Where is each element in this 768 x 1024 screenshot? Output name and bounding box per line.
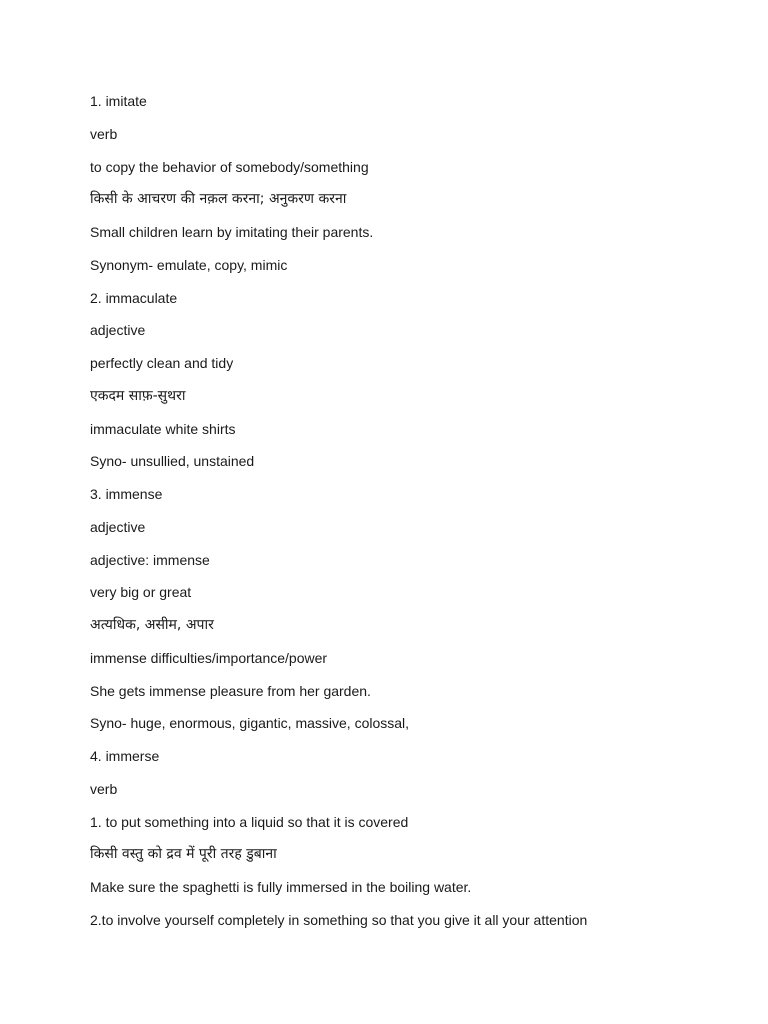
definition: to copy the behavior of somebody/something xyxy=(90,158,369,175)
hindi-meaning: किसी के आचरण की नक़ल करना; अनुकरण करना xyxy=(90,191,347,208)
definition: very big or great xyxy=(90,584,192,601)
definition: 2.to involve yourself completely in something so that you give it all your attention xyxy=(90,911,588,928)
example-sentence: Small children learn by imitating their parents. xyxy=(90,224,374,240)
part-of-speech: adjective xyxy=(90,518,146,535)
entry-heading: 1. imitate xyxy=(90,93,147,109)
hindi-meaning: किसी वस्तु को द्रव में पूरी तरह डुबाना xyxy=(90,846,277,863)
example-sentence: She gets immense pleasure from her garden. xyxy=(90,682,371,699)
entry-heading: 3. immense xyxy=(90,486,163,502)
vocabulary-list xyxy=(90,90,730,942)
synonyms: Syno- huge, enormous, gigantic, massive, colossal, xyxy=(90,715,410,732)
definition: 1. to put something into a liquid so that it is covered xyxy=(90,813,409,830)
part-of-speech: adjective xyxy=(90,322,146,339)
synonyms: Synonym- emulate, copy, mimic xyxy=(90,256,288,273)
part-of-speech: verb xyxy=(90,125,118,142)
hindi-meaning: अत्यधिक, असीम, अपार xyxy=(90,617,214,633)
entry-heading: 4. immerse xyxy=(90,748,160,764)
part-of-speech-detail: adjective: immense xyxy=(90,551,210,568)
hindi-meaning: एकदम साफ़-सुथरा xyxy=(90,387,186,404)
entry-heading: 2. immaculate xyxy=(90,289,178,306)
collocations: immense difficulties/importance/power xyxy=(90,649,328,666)
definition: perfectly clean and tidy xyxy=(90,355,234,371)
example-sentence: Make sure the spaghetti is fully immersed in the boiling water. xyxy=(90,879,472,895)
example-sentence: immaculate white shirts xyxy=(90,420,236,437)
synonyms: Syno- unsullied, unstained xyxy=(90,453,255,470)
part-of-speech: verb xyxy=(90,780,118,797)
